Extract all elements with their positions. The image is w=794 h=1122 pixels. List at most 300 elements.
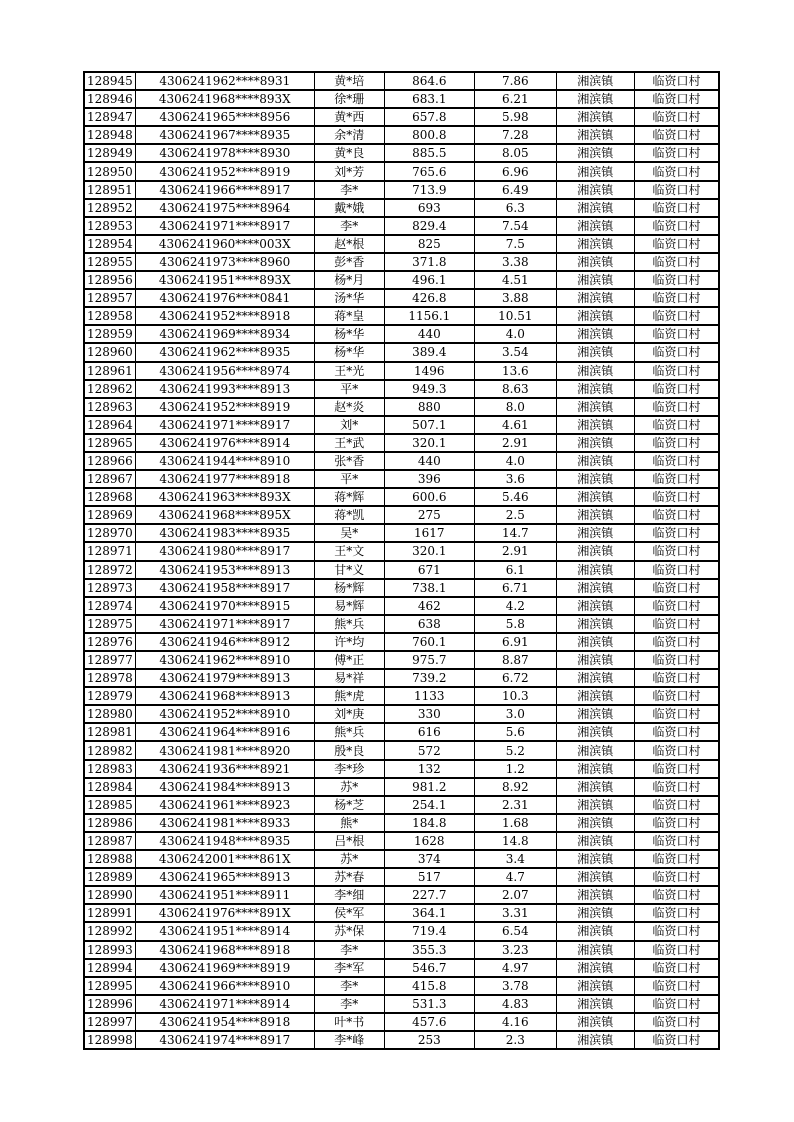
cell-village: 临资口村 — [634, 398, 719, 416]
cell-town: 湘滨镇 — [556, 524, 634, 542]
cell-value2: 2.5 — [474, 506, 556, 524]
cell-town: 湘滨镇 — [556, 796, 634, 814]
cell-value2: 5.98 — [474, 108, 556, 126]
cell-town: 湘滨镇 — [556, 199, 634, 217]
cell-serial: 128967 — [84, 470, 135, 488]
cell-value2: 3.0 — [474, 705, 556, 723]
cell-name: 李*细 — [314, 886, 384, 904]
table-row — [84, 289, 719, 307]
cell-id-number: 4306241962****8935 — [135, 343, 314, 361]
cell-village: 临资口村 — [634, 307, 719, 325]
cell-id-number: 4306241965****8956 — [135, 108, 314, 126]
cell-name: 李* — [314, 995, 384, 1013]
cell-serial: 128997 — [84, 1013, 135, 1031]
table-row — [84, 199, 719, 217]
cell-id-number: 4306241973****8960 — [135, 253, 314, 271]
beneficiary-table — [83, 71, 720, 1050]
cell-serial: 128963 — [84, 398, 135, 416]
cell-village: 临资口村 — [634, 850, 719, 868]
cell-value2: 5.6 — [474, 723, 556, 741]
cell-name: 杨*华 — [314, 343, 384, 361]
cell-name: 平* — [314, 380, 384, 398]
cell-village: 临资口村 — [634, 959, 719, 977]
cell-town: 湘滨镇 — [556, 217, 634, 235]
cell-serial: 128993 — [84, 941, 135, 959]
cell-value1: 254.1 — [384, 796, 474, 814]
table-row — [84, 814, 719, 832]
cell-name: 杨*辉 — [314, 579, 384, 597]
cell-town: 湘滨镇 — [556, 542, 634, 560]
cell-serial: 128945 — [84, 72, 135, 90]
cell-town: 湘滨镇 — [556, 470, 634, 488]
cell-name: 平* — [314, 470, 384, 488]
table-row — [84, 778, 719, 796]
cell-value1: 864.6 — [384, 72, 474, 90]
cell-serial: 128986 — [84, 814, 135, 832]
table-row — [84, 1031, 719, 1049]
cell-value2: 4.0 — [474, 325, 556, 343]
table-row — [84, 144, 719, 162]
cell-value1: 253 — [384, 1031, 474, 1049]
cell-name: 熊*兵 — [314, 615, 384, 633]
cell-village: 临资口村 — [634, 977, 719, 995]
cell-value2: 3.4 — [474, 850, 556, 868]
cell-name: 易*辉 — [314, 597, 384, 615]
table-row — [84, 850, 719, 868]
cell-serial: 128946 — [84, 90, 135, 108]
cell-value2: 4.0 — [474, 452, 556, 470]
cell-village: 临资口村 — [634, 72, 719, 90]
cell-value1: 975.7 — [384, 651, 474, 669]
cell-town: 湘滨镇 — [556, 271, 634, 289]
cell-name: 苏*春 — [314, 868, 384, 886]
table-row — [84, 1013, 719, 1031]
cell-id-number: 4306241952****8919 — [135, 398, 314, 416]
cell-town: 湘滨镇 — [556, 995, 634, 1013]
table-row — [84, 579, 719, 597]
table-row — [84, 615, 719, 633]
cell-serial: 128988 — [84, 850, 135, 868]
cell-name: 甘*义 — [314, 561, 384, 579]
cell-name: 熊* — [314, 814, 384, 832]
cell-name: 蒋*辉 — [314, 488, 384, 506]
cell-village: 临资口村 — [634, 524, 719, 542]
cell-serial: 128955 — [84, 253, 135, 271]
cell-serial: 128971 — [84, 542, 135, 560]
cell-id-number: 4306241980****8917 — [135, 542, 314, 560]
table-row — [84, 977, 719, 995]
cell-name: 叶*书 — [314, 1013, 384, 1031]
cell-serial: 128968 — [84, 488, 135, 506]
cell-value2: 4.7 — [474, 868, 556, 886]
cell-value2: 10.3 — [474, 687, 556, 705]
cell-village: 临资口村 — [634, 760, 719, 778]
cell-value2: 6.71 — [474, 579, 556, 597]
cell-id-number: 4306241976****0841 — [135, 289, 314, 307]
cell-id-number: 4306242001****861X — [135, 850, 314, 868]
cell-value2: 1.68 — [474, 814, 556, 832]
cell-value1: 426.8 — [384, 289, 474, 307]
cell-value1: 616 — [384, 723, 474, 741]
cell-serial: 128957 — [84, 289, 135, 307]
cell-value1: 462 — [384, 597, 474, 615]
cell-town: 湘滨镇 — [556, 886, 634, 904]
cell-value2: 7.86 — [474, 72, 556, 90]
cell-village: 临资口村 — [634, 144, 719, 162]
cell-serial: 128990 — [84, 886, 135, 904]
cell-town: 湘滨镇 — [556, 488, 634, 506]
cell-id-number: 4306241961****8923 — [135, 796, 314, 814]
cell-value1: 1496 — [384, 362, 474, 380]
cell-id-number: 4306241971****8917 — [135, 416, 314, 434]
cell-value2: 3.31 — [474, 904, 556, 922]
cell-town: 湘滨镇 — [556, 343, 634, 361]
cell-value2: 8.92 — [474, 778, 556, 796]
table-row — [84, 488, 719, 506]
cell-id-number: 4306241975****8964 — [135, 199, 314, 217]
cell-town: 湘滨镇 — [556, 723, 634, 741]
cell-town: 湘滨镇 — [556, 941, 634, 959]
cell-value2: 7.54 — [474, 217, 556, 235]
cell-name: 余*清 — [314, 126, 384, 144]
cell-name: 蒋*皇 — [314, 307, 384, 325]
cell-serial: 128985 — [84, 796, 135, 814]
cell-id-number: 4306241971****8914 — [135, 995, 314, 1013]
cell-name: 熊*兵 — [314, 723, 384, 741]
table-row — [84, 941, 719, 959]
cell-village: 临资口村 — [634, 380, 719, 398]
cell-village: 临资口村 — [634, 90, 719, 108]
cell-town: 湘滨镇 — [556, 362, 634, 380]
cell-serial: 128969 — [84, 506, 135, 524]
table-row — [84, 959, 719, 977]
cell-id-number: 4306241971****8917 — [135, 615, 314, 633]
cell-village: 临资口村 — [634, 687, 719, 705]
cell-serial: 128961 — [84, 362, 135, 380]
cell-town: 湘滨镇 — [556, 597, 634, 615]
cell-serial: 128966 — [84, 452, 135, 470]
cell-town: 湘滨镇 — [556, 760, 634, 778]
cell-name: 黄*良 — [314, 144, 384, 162]
cell-serial: 128983 — [84, 760, 135, 778]
cell-value1: 880 — [384, 398, 474, 416]
cell-serial: 128978 — [84, 669, 135, 687]
cell-town: 湘滨镇 — [556, 181, 634, 199]
cell-id-number: 4306241984****8913 — [135, 778, 314, 796]
cell-village: 临资口村 — [634, 561, 719, 579]
cell-village: 临资口村 — [634, 579, 719, 597]
cell-value1: 693 — [384, 199, 474, 217]
cell-value2: 2.07 — [474, 886, 556, 904]
beneficiary-table-body — [84, 72, 719, 1049]
table-row — [84, 235, 719, 253]
cell-value2: 3.88 — [474, 289, 556, 307]
cell-id-number: 4306241968****8913 — [135, 687, 314, 705]
cell-value1: 320.1 — [384, 434, 474, 452]
cell-value2: 5.46 — [474, 488, 556, 506]
cell-town: 湘滨镇 — [556, 814, 634, 832]
cell-value2: 4.97 — [474, 959, 556, 977]
cell-id-number: 4306241963****893X — [135, 488, 314, 506]
table-row — [84, 162, 719, 180]
cell-name: 黄*西 — [314, 108, 384, 126]
cell-town: 湘滨镇 — [556, 434, 634, 452]
cell-value2: 3.23 — [474, 941, 556, 959]
cell-value2: 6.91 — [474, 633, 556, 651]
cell-value2: 3.6 — [474, 470, 556, 488]
table-row — [84, 705, 719, 723]
cell-serial: 128959 — [84, 325, 135, 343]
cell-id-number: 4306241966****8917 — [135, 181, 314, 199]
cell-serial: 128998 — [84, 1031, 135, 1049]
cell-value1: 507.1 — [384, 416, 474, 434]
cell-town: 湘滨镇 — [556, 959, 634, 977]
cell-value2: 5.2 — [474, 741, 556, 759]
cell-town: 湘滨镇 — [556, 506, 634, 524]
cell-id-number: 4306241967****8935 — [135, 126, 314, 144]
cell-name: 李* — [314, 977, 384, 995]
cell-town: 湘滨镇 — [556, 108, 634, 126]
cell-village: 临资口村 — [634, 362, 719, 380]
cell-value2: 3.54 — [474, 343, 556, 361]
cell-value2: 6.21 — [474, 90, 556, 108]
cell-value1: 638 — [384, 615, 474, 633]
cell-serial: 128947 — [84, 108, 135, 126]
cell-town: 湘滨镇 — [556, 850, 634, 868]
table-row — [84, 868, 719, 886]
table-row — [84, 72, 719, 90]
cell-name: 张*香 — [314, 452, 384, 470]
cell-serial: 128970 — [84, 524, 135, 542]
cell-village: 临资口村 — [634, 615, 719, 633]
cell-name: 赵*根 — [314, 235, 384, 253]
cell-id-number: 4306241962****8931 — [135, 72, 314, 90]
cell-id-number: 4306241976****8914 — [135, 434, 314, 452]
cell-value2: 3.78 — [474, 977, 556, 995]
cell-village: 临资口村 — [634, 162, 719, 180]
cell-name: 侯*军 — [314, 904, 384, 922]
cell-village: 临资口村 — [634, 108, 719, 126]
cell-village: 临资口村 — [634, 470, 719, 488]
cell-village: 临资口村 — [634, 253, 719, 271]
cell-id-number: 4306241969****8934 — [135, 325, 314, 343]
cell-serial: 128987 — [84, 832, 135, 850]
cell-value1: 1628 — [384, 832, 474, 850]
cell-value2: 14.7 — [474, 524, 556, 542]
cell-value2: 8.63 — [474, 380, 556, 398]
cell-value2: 4.16 — [474, 1013, 556, 1031]
cell-id-number: 4306241946****8912 — [135, 633, 314, 651]
cell-serial: 128981 — [84, 723, 135, 741]
cell-id-number: 4306241948****8935 — [135, 832, 314, 850]
cell-name: 杨*芝 — [314, 796, 384, 814]
cell-value2: 8.05 — [474, 144, 556, 162]
cell-value1: 713.9 — [384, 181, 474, 199]
cell-village: 临资口村 — [634, 741, 719, 759]
cell-value2: 7.5 — [474, 235, 556, 253]
cell-value1: 227.7 — [384, 886, 474, 904]
cell-name: 李*峰 — [314, 1031, 384, 1049]
cell-value1: 546.7 — [384, 959, 474, 977]
cell-village: 临资口村 — [634, 941, 719, 959]
table-row — [84, 597, 719, 615]
cell-village: 临资口村 — [634, 325, 719, 343]
cell-id-number: 4306241981****8920 — [135, 741, 314, 759]
cell-value1: 760.1 — [384, 633, 474, 651]
cell-id-number: 4306241993****8913 — [135, 380, 314, 398]
cell-town: 湘滨镇 — [556, 561, 634, 579]
cell-id-number: 4306241981****8933 — [135, 814, 314, 832]
cell-id-number: 4306241979****8913 — [135, 669, 314, 687]
cell-village: 临资口村 — [634, 723, 719, 741]
cell-id-number: 4306241968****895X — [135, 506, 314, 524]
table-row — [84, 362, 719, 380]
cell-village: 临资口村 — [634, 995, 719, 1013]
cell-id-number: 4306241962****8910 — [135, 651, 314, 669]
cell-id-number: 4306241977****8918 — [135, 470, 314, 488]
cell-id-number: 4306241969****8919 — [135, 959, 314, 977]
cell-id-number: 4306241951****893X — [135, 271, 314, 289]
cell-value1: 184.8 — [384, 814, 474, 832]
cell-id-number: 4306241954****8918 — [135, 1013, 314, 1031]
cell-id-number: 4306241952****8910 — [135, 705, 314, 723]
cell-village: 临资口村 — [634, 778, 719, 796]
cell-village: 临资口村 — [634, 796, 719, 814]
cell-village: 临资口村 — [634, 922, 719, 940]
table-row — [84, 760, 719, 778]
cell-value2: 6.72 — [474, 669, 556, 687]
cell-serial: 128995 — [84, 977, 135, 995]
cell-town: 湘滨镇 — [556, 72, 634, 90]
table-row — [84, 416, 719, 434]
cell-id-number: 4306241960****003X — [135, 235, 314, 253]
cell-value1: 657.8 — [384, 108, 474, 126]
cell-serial: 128996 — [84, 995, 135, 1013]
table-row — [84, 832, 719, 850]
cell-serial: 128973 — [84, 579, 135, 597]
cell-serial: 128972 — [84, 561, 135, 579]
cell-town: 湘滨镇 — [556, 307, 634, 325]
table-row — [84, 633, 719, 651]
cell-id-number: 4306241936****8921 — [135, 760, 314, 778]
cell-town: 湘滨镇 — [556, 380, 634, 398]
table-row — [84, 470, 719, 488]
cell-id-number: 4306241958****8917 — [135, 579, 314, 597]
cell-name: 黄*培 — [314, 72, 384, 90]
cell-id-number: 4306241951****8911 — [135, 886, 314, 904]
cell-town: 湘滨镇 — [556, 126, 634, 144]
cell-name: 赵*炎 — [314, 398, 384, 416]
cell-name: 戴*娥 — [314, 199, 384, 217]
cell-serial: 128979 — [84, 687, 135, 705]
cell-name: 王*武 — [314, 434, 384, 452]
cell-serial: 128994 — [84, 959, 135, 977]
cell-id-number: 4306241965****8913 — [135, 868, 314, 886]
cell-serial: 128958 — [84, 307, 135, 325]
cell-value1: 800.8 — [384, 126, 474, 144]
cell-town: 湘滨镇 — [556, 579, 634, 597]
cell-value2: 4.51 — [474, 271, 556, 289]
cell-value1: 275 — [384, 506, 474, 524]
cell-serial: 128974 — [84, 597, 135, 615]
cell-value1: 671 — [384, 561, 474, 579]
cell-village: 临资口村 — [634, 1031, 719, 1049]
cell-value1: 829.4 — [384, 217, 474, 235]
table-row — [84, 126, 719, 144]
cell-value2: 1.2 — [474, 760, 556, 778]
cell-town: 湘滨镇 — [556, 633, 634, 651]
cell-village: 临资口村 — [634, 235, 719, 253]
cell-value1: 371.8 — [384, 253, 474, 271]
cell-serial: 128976 — [84, 633, 135, 651]
cell-village: 临资口村 — [634, 705, 719, 723]
cell-name: 李*珍 — [314, 760, 384, 778]
cell-id-number: 4306241952****8918 — [135, 307, 314, 325]
cell-value1: 531.3 — [384, 995, 474, 1013]
cell-name: 彭*香 — [314, 253, 384, 271]
cell-village: 临资口村 — [634, 217, 719, 235]
cell-name: 苏*保 — [314, 922, 384, 940]
cell-name: 杨*华 — [314, 325, 384, 343]
cell-village: 临资口村 — [634, 343, 719, 361]
table-row — [84, 904, 719, 922]
cell-value1: 600.6 — [384, 488, 474, 506]
cell-value2: 2.3 — [474, 1031, 556, 1049]
cell-village: 临资口村 — [634, 488, 719, 506]
cell-name: 易*祥 — [314, 669, 384, 687]
cell-serial: 128953 — [84, 217, 135, 235]
cell-serial: 128980 — [84, 705, 135, 723]
cell-name: 徐*珊 — [314, 90, 384, 108]
table-row — [84, 108, 719, 126]
cell-town: 湘滨镇 — [556, 615, 634, 633]
cell-value1: 396 — [384, 470, 474, 488]
cell-town: 湘滨镇 — [556, 452, 634, 470]
cell-value1: 457.6 — [384, 1013, 474, 1031]
table-row — [84, 307, 719, 325]
table-row — [84, 398, 719, 416]
cell-value2: 6.3 — [474, 199, 556, 217]
cell-serial: 128977 — [84, 651, 135, 669]
cell-name: 王*文 — [314, 542, 384, 560]
cell-value1: 440 — [384, 452, 474, 470]
cell-value1: 320.1 — [384, 542, 474, 560]
cell-value2: 2.31 — [474, 796, 556, 814]
table-row — [84, 217, 719, 235]
cell-value1: 1156.1 — [384, 307, 474, 325]
cell-value2: 14.8 — [474, 832, 556, 850]
cell-name: 刘*芳 — [314, 162, 384, 180]
cell-value1: 355.3 — [384, 941, 474, 959]
cell-town: 湘滨镇 — [556, 235, 634, 253]
cell-name: 李*军 — [314, 959, 384, 977]
cell-name: 殷*良 — [314, 741, 384, 759]
cell-village: 临资口村 — [634, 452, 719, 470]
cell-serial: 128982 — [84, 741, 135, 759]
table-row — [84, 181, 719, 199]
cell-town: 湘滨镇 — [556, 868, 634, 886]
cell-value2: 6.1 — [474, 561, 556, 579]
cell-value2: 10.51 — [474, 307, 556, 325]
cell-serial: 128962 — [84, 380, 135, 398]
cell-name: 许*均 — [314, 633, 384, 651]
cell-town: 湘滨镇 — [556, 144, 634, 162]
cell-serial: 128992 — [84, 922, 135, 940]
table-row — [84, 542, 719, 560]
table-row — [84, 434, 719, 452]
cell-value1: 415.8 — [384, 977, 474, 995]
cell-value2: 2.91 — [474, 434, 556, 452]
